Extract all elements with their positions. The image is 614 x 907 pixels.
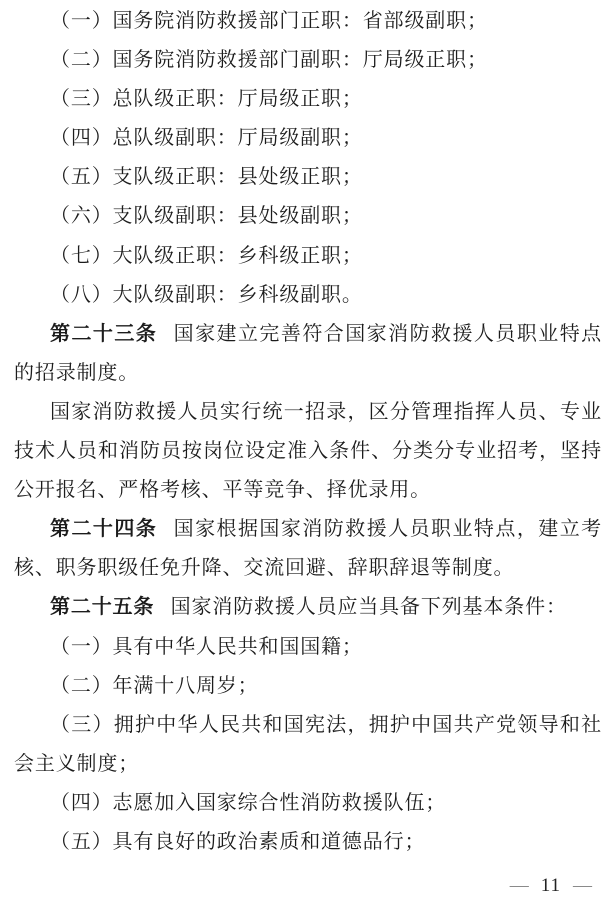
article-text: 国家建立完善符合国家消防救援人员职业特点的招录制度。 [14,322,603,384]
body-paragraph: 国家消防救援人员实行统一招录，区分管理指挥人员、专业技术人员和消防员按岗位设定准入条件、分类分专业招考，坚持公开报名、严格考核、平等竞争、择优录用。 [14,400,602,502]
list-item: （三）总队级正职：厅局级正职； [50,88,363,111]
list-item: （二）年满十八周岁； [50,674,259,697]
page-footer [510,876,592,895]
list-item: （三）拥护中华人民共和国宪法，拥护中国共产党领导和社会主义制度； [14,713,602,775]
list-item: （六）支队级副职：县处级副职； [50,205,363,228]
article-number: 第二十五条 [50,596,155,619]
article-text: 国家消防救援人员应当具备下列基本条件： [170,596,567,619]
footer-dash-right: — [573,875,592,896]
footer-dash-left: — [509,875,529,896]
page-number: 11 [540,875,561,896]
article-text: 国家根据国家消防救援人员职业特点，建立考核、职务职级任免升降、交流回避、辞职辞退等制度。 [14,518,603,580]
list-item: （七）大队级正职：乡科级正职； [50,244,363,267]
list-item: （一）具有中华人民共和国国籍； [50,635,363,658]
document-content [14,2,602,862]
article-number: 第二十三条 [50,322,158,345]
list-item: （一）国务院消防救援部门正职：省部级副职； [50,10,488,32]
article-paragraph [14,315,602,393]
list-item: （四）总队级副职：厅局级副职； [50,127,363,150]
list-item: （八）大队级副职：乡科级副职。 [50,283,363,306]
article-paragraph [14,588,602,627]
article-paragraph [14,510,602,588]
article-number: 第二十四条 [50,518,158,541]
list-item: （四）志愿加入国家综合性消防救援队伍； [50,791,447,814]
list-item: （二）国务院消防救援部门副职：厅局级正职； [50,49,488,72]
list-item: （五）具有良好的政治素质和道德品行； [50,830,426,853]
list-item: （五）支队级正职：县处级正职； [50,166,363,189]
